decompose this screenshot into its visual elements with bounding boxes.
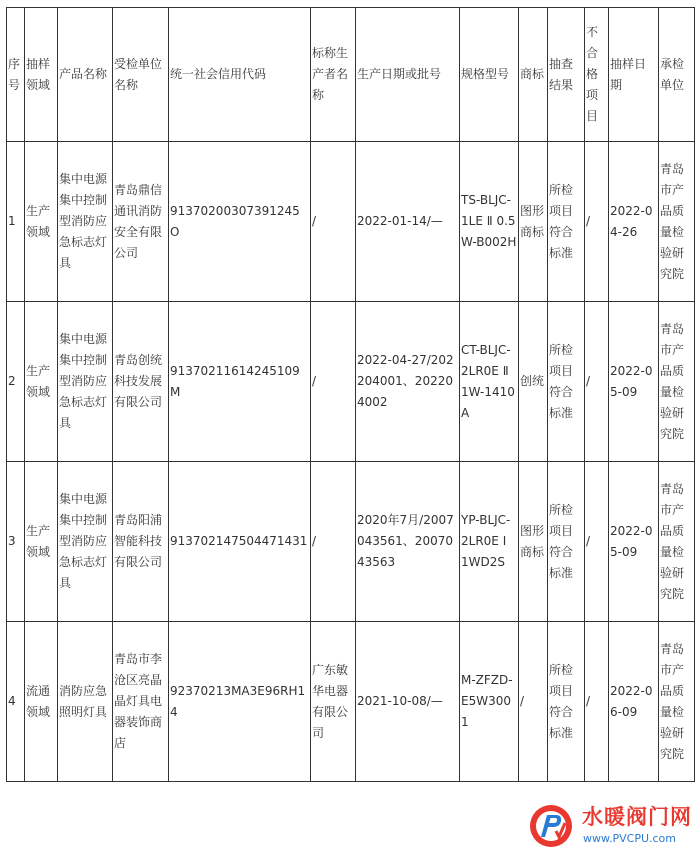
cell-product: 集中电源集中控制型消防应急标志灯具 [58, 462, 113, 622]
watermark-title: 水暖阀门网 [582, 805, 692, 829]
cell-credit-code: 91370211614245109M [169, 302, 311, 462]
header-credit-code: 统一社会信用代码 [169, 8, 311, 142]
cell-result: 所检项目符合标准 [548, 462, 585, 622]
table-row [7, 462, 695, 622]
pv-logo-icon [528, 803, 574, 849]
cell-sample-date: 2022-04-26 [609, 142, 659, 302]
header-failed-items: 不合格项目 [585, 8, 609, 142]
cell-credit-code: 92370213MA3E96RH14 [169, 622, 311, 782]
cell-brand: / [519, 622, 548, 782]
table-row [7, 302, 695, 462]
cell-brand: 创统 [519, 302, 548, 462]
table-row [7, 622, 695, 782]
cell-result: 所检项目符合标准 [548, 302, 585, 462]
cell-manufacturer: / [311, 142, 356, 302]
cell-field: 流通领域 [25, 622, 58, 782]
cell-field: 生产领域 [25, 142, 58, 302]
cell-lab: 青岛市产品质量检验研究院 [659, 622, 695, 782]
cell-sample-date: 2022-05-09 [609, 302, 659, 462]
cell-index: 3 [7, 462, 25, 622]
table-row [7, 142, 695, 302]
header-manufacturer: 标称生产者名称 [311, 8, 356, 142]
cell-result: 所检项目符合标准 [548, 622, 585, 782]
header-product: 产品名称 [58, 8, 113, 142]
header-brand: 商标 [519, 8, 548, 142]
cell-failed-items: / [585, 142, 609, 302]
cell-lab: 青岛市产品质量检验研究院 [659, 142, 695, 302]
cell-model: YP-BLJC-2LR0E Ⅰ 1WD2S [460, 462, 519, 622]
header-unit: 受检单位名称 [113, 8, 169, 142]
cell-failed-items: / [585, 622, 609, 782]
cell-brand: 图形商标 [519, 462, 548, 622]
cell-field: 生产领域 [25, 302, 58, 462]
header-date: 生产日期或批号 [356, 8, 460, 142]
cell-failed-items: / [585, 462, 609, 622]
cell-model: CT-BLJC-2LR0E Ⅱ 1W-1410A [460, 302, 519, 462]
cell-manufacturer: / [311, 302, 356, 462]
cell-sample-date: 2022-06-09 [609, 622, 659, 782]
cell-model: TS-BLJC-1LE Ⅱ 0.5W-B002H [460, 142, 519, 302]
cell-field: 生产领域 [25, 462, 58, 622]
cell-product: 消防应急照明灯具 [58, 622, 113, 782]
header-sample-date: 抽样日期 [609, 8, 659, 142]
cell-unit: 青岛创统科技发展有限公司 [113, 302, 169, 462]
cell-date: 2021-10-08/— [356, 622, 460, 782]
cell-product: 集中电源集中控制型消防应急标志灯具 [58, 302, 113, 462]
cell-failed-items: / [585, 302, 609, 462]
table-header-row [7, 8, 695, 142]
cell-unit: 青岛鼎信通讯消防安全有限公司 [113, 142, 169, 302]
cell-date: 2020年7月/2007043561、2007043563 [356, 462, 460, 622]
cell-product: 集中电源集中控制型消防应急标志灯具 [58, 142, 113, 302]
cell-lab: 青岛市产品质量检验研究院 [659, 462, 695, 622]
header-index: 序号 [7, 8, 25, 142]
site-watermark [528, 803, 696, 849]
cell-index: 2 [7, 302, 25, 462]
cell-manufacturer: / [311, 462, 356, 622]
cell-result: 所检项目符合标准 [548, 142, 585, 302]
cell-index: 4 [7, 622, 25, 782]
header-model: 规格型号 [460, 8, 519, 142]
cell-credit-code: 913702147504471431 [169, 462, 311, 622]
cell-date: 2022-04-27/202204001、202204002 [356, 302, 460, 462]
cell-manufacturer: 广东敏华电器有限公司 [311, 622, 356, 782]
header-lab: 承检单位 [659, 8, 695, 142]
header-field: 抽样领域 [25, 8, 58, 142]
cell-date: 2022-01-14/— [356, 142, 460, 302]
cell-index: 1 [7, 142, 25, 302]
cell-lab: 青岛市产品质量检验研究院 [659, 302, 695, 462]
cell-model: M-ZFZD-E5W3001 [460, 622, 519, 782]
cell-sample-date: 2022-05-09 [609, 462, 659, 622]
watermark-url[interactable]: www.PVCPU.com [583, 832, 676, 845]
inspection-results-table [6, 7, 695, 782]
cell-unit: 青岛市李沧区亮晶晶灯具电器装饰商店 [113, 622, 169, 782]
cell-unit: 青岛阳浦智能科技有限公司 [113, 462, 169, 622]
cell-brand: 图形商标 [519, 142, 548, 302]
cell-credit-code: 91370200307391245O [169, 142, 311, 302]
header-result: 抽查结果 [548, 8, 585, 142]
